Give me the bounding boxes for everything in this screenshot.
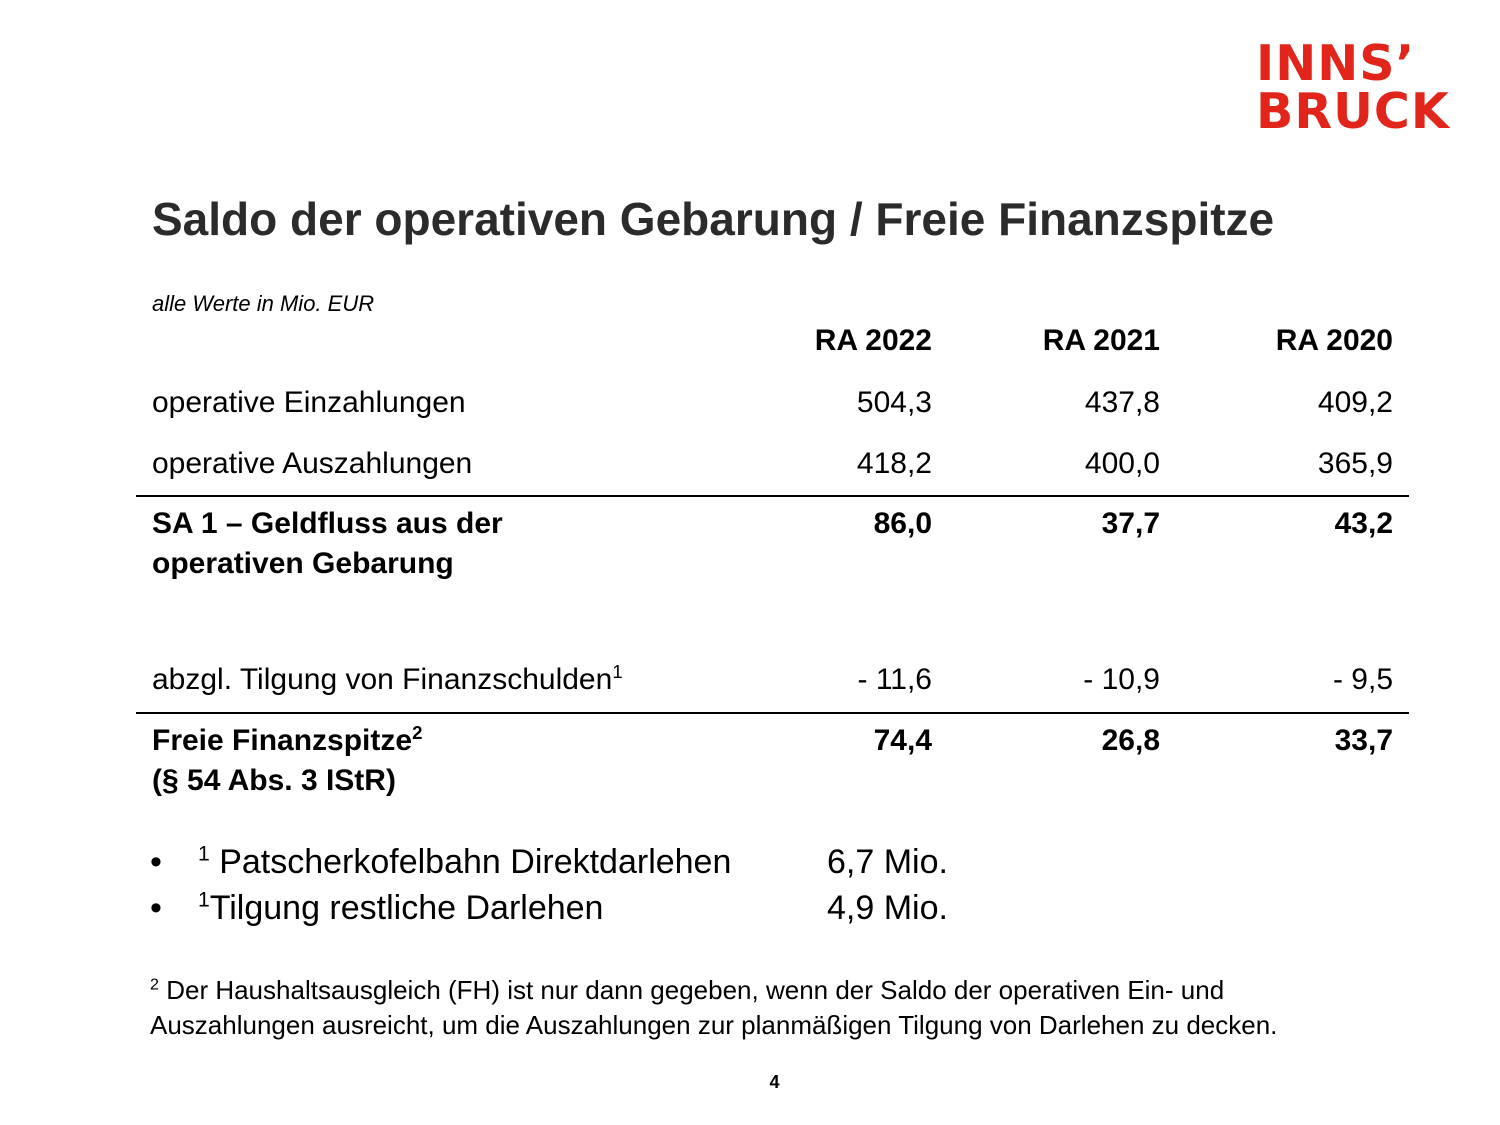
footnote-ref-1: 1	[612, 661, 623, 682]
table-cell: 26,8	[1101, 724, 1160, 757]
table-cell: 74,4	[873, 724, 932, 757]
innsbruck-logo	[1256, 35, 1450, 140]
row-label-operative-einzahlungen: operative Einzahlungen	[152, 386, 466, 419]
bullet-text	[198, 843, 731, 882]
bullet-label: Tilgung restliche Darlehen	[209, 889, 604, 927]
units-note: alle Werte in Mio. EUR	[152, 291, 375, 316]
bullet-text	[198, 889, 603, 928]
row-label-text: abzgl. Tilgung von Finanzschulden	[152, 663, 613, 696]
table-cell: 365,9	[1317, 447, 1393, 480]
bullet-amount: 6,7 Mio.	[827, 843, 948, 881]
footnote-text: Der Haushaltsausgleich (FH) ist nur dann gegeben, wenn der Saldo der operativen Ein- und	[166, 975, 1225, 1005]
page-title: Saldo der operativen Gebarung / Freie Finanzspitze	[152, 193, 1275, 245]
column-header-ra-2021: RA 2021	[1042, 324, 1160, 357]
table-cell: 409,2	[1317, 386, 1393, 419]
bullet-marker: •	[150, 889, 162, 927]
table-cell: 37,7	[1101, 507, 1160, 540]
row-label-istr: (§ 54 Abs. 3 IStR)	[152, 764, 396, 797]
table-cell: - 11,6	[857, 663, 932, 696]
footnote-marker: 2	[150, 975, 159, 994]
table-cell: - 9,5	[1332, 663, 1393, 696]
column-header-ra-2020: RA 2020	[1275, 324, 1393, 357]
row-label-tilgung	[152, 663, 623, 697]
table-cell: 43,2	[1334, 507, 1393, 540]
table-cell: 400,0	[1084, 447, 1160, 480]
footnote-2	[150, 973, 1430, 1043]
bullet-label: Patscherkofelbahn Direktdarlehen	[219, 843, 732, 881]
bullet-amount: 4,9 Mio.	[827, 889, 948, 927]
logo-line-2: BRUCK	[1256, 83, 1450, 140]
row-label-sa1-line2: operativen Gebarung	[152, 547, 454, 580]
page-number: 4	[769, 1072, 780, 1092]
footnote-ref-2: 2	[412, 722, 423, 743]
row-label-sa1-line1: SA 1 – Geldfluss aus der	[152, 507, 503, 540]
footnote-ref: 1	[198, 888, 210, 912]
column-header-ra-2022: RA 2022	[814, 324, 932, 357]
row-label-operative-auszahlungen: operative Auszahlungen	[152, 447, 473, 480]
row-label-freie-finanzspitze	[152, 724, 422, 758]
footnote-ref: 1	[198, 842, 210, 866]
footnote-line-1	[150, 973, 1430, 1008]
row-label-text: Freie Finanzspitze	[152, 724, 413, 757]
table-cell: 33,7	[1334, 724, 1393, 757]
table-cell: 418,2	[856, 447, 932, 480]
table-cell: 504,3	[856, 386, 932, 419]
table-cell: - 10,9	[1083, 663, 1160, 696]
divider-line	[136, 712, 1409, 714]
table-cell: 437,8	[1084, 386, 1160, 419]
bullet-marker: •	[150, 843, 162, 881]
logo-line-1: INNS’	[1256, 35, 1416, 92]
divider-line	[136, 495, 1409, 497]
table-cell: 86,0	[873, 507, 932, 540]
footnote-line-2: Auszahlungen ausreicht, um die Auszahlungen zur planmäßigen Tilgung von Darlehen zu decken.	[150, 1010, 1278, 1040]
